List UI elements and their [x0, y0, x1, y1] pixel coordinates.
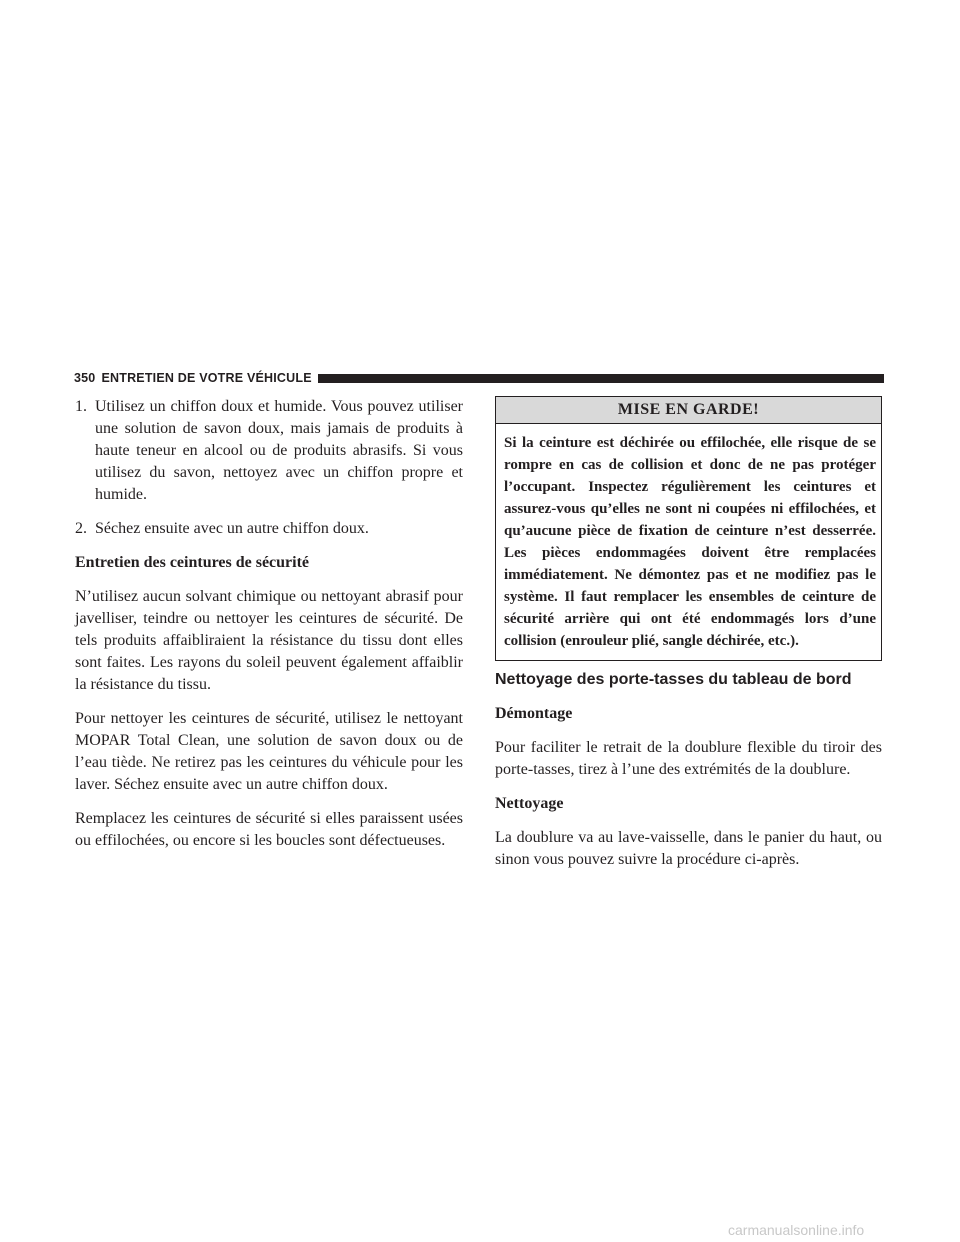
warning-text: Si la ceinture est déchirée ou effilochée, elle risque de se rompre en cas de collision et donc de ne pas protéger l’occupant. Inspectez régulièrement les ceintures et assurez-vous qu’elles ne sont ni coupées ni effilochées, et qu’aucune pièce de fixation de ceinture n’est desserrée. Les pièces endommagées doivent être remplacées immédiatement. Ne démontez pas et ne modifiez pas le système. Il faut remplacer les ensembles de ceinture de sécurité arrière qui ont été endommagés lors d’une collision (enrouleur plié, sangle déchirée, etc.). [504, 435, 876, 649]
section-title: ENTRETIEN DE VOTRE VÉHICULE [101, 371, 312, 385]
watermark: carmanualsonline.info [728, 1222, 865, 1238]
paragraph: Remplacez les ceintures de sécurité si elles paraissent usées ou effilochées, ou encore si les boucles sont défectueuses. [75, 810, 463, 849]
list-number: 2. [75, 520, 87, 537]
left-column [75, 396, 463, 864]
list-number: 1. [75, 398, 87, 415]
paragraph: Pour faciliter le retrait de la doublure flexible du tiroir des porte-tasses, tirez à l’une des extrémités de la doublure. [495, 739, 882, 778]
section-heading: Nettoyage des porte-tasses du tableau de bord [495, 671, 852, 688]
subheading-seat-belt-care: Entretien des ceintures de sécurité [75, 554, 310, 571]
subheading-removal: Démontage [495, 705, 573, 722]
header-rule [318, 374, 884, 383]
page-number: 350 [74, 371, 96, 385]
list-text: Utilisez un chiffon doux et humide. Vous pouvez utiliser une solution de savon doux, mais jamais de produits à haute teneur en alcool ou de produits abrasifs. Si vous utilisez du savon, nettoyez avec un chiffon propre et humide. [95, 398, 463, 503]
right-column [495, 396, 882, 883]
page-header [74, 371, 884, 385]
list-item [75, 518, 463, 540]
subheading-cleaning: Nettoyage [495, 795, 564, 812]
paragraph: Pour nettoyer les ceintures de sécurité, utilisez le nettoyant MOPAR Total Clean, une solution de savon doux ou de l’eau tiède. Ne retirez pas les ceintures du véhicule pour les laver. Séchez ensuite avec un autre chiffon doux. [75, 710, 463, 793]
warning-box [495, 396, 882, 661]
paragraph: N’utilisez aucun solvant chimique ou nettoyant abrasif pour javelliser, teindre ou nettoyer les ceintures de sécurité. De tels produits affaibliraient la résistance du tissu dont elles sont faites. Les rayons du soleil peuvent également affaiblir la résistance du tissu. [75, 588, 463, 693]
warning-title: MISE EN GARDE! [496, 397, 881, 424]
list-item [75, 396, 463, 506]
paragraph: La doublure va au lave-vaisselle, dans le panier du haut, ou sinon vous pouvez suivre la procédure ci-après. [495, 829, 882, 868]
list-text: Séchez ensuite avec un autre chiffon doux. [95, 520, 369, 537]
